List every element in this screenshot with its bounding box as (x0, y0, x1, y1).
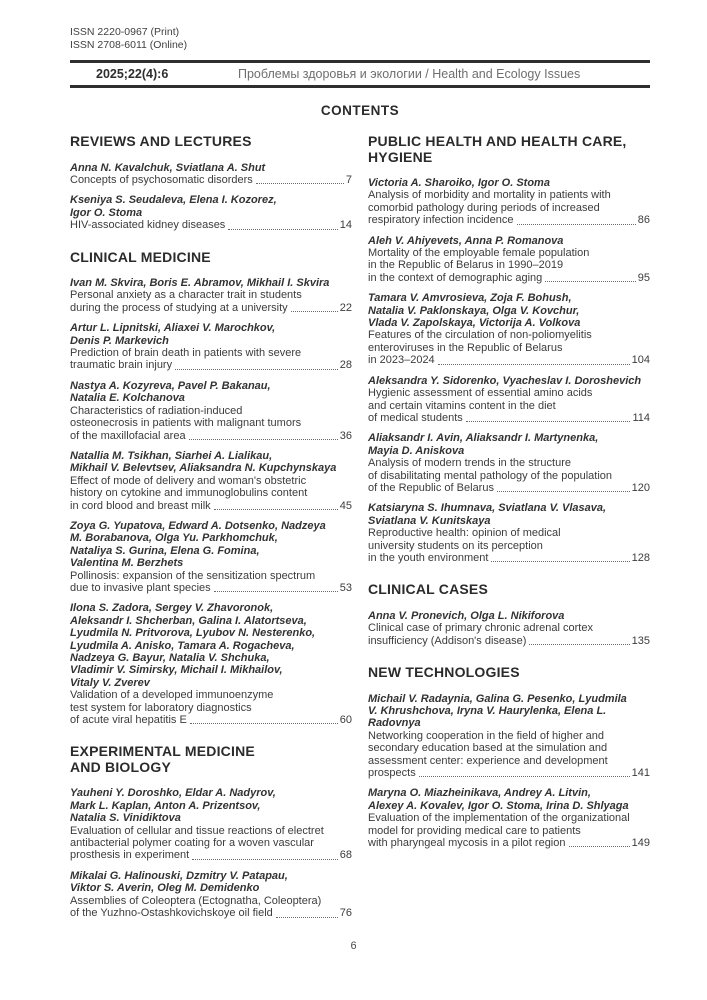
entry-title-text: HIV-associated kidney diseases (70, 219, 226, 232)
entry-title (70, 219, 352, 231)
entry-title (368, 457, 650, 494)
toc-entry (368, 375, 650, 425)
entry-authors: Maryna O. Miazheinikava, Andrey A. Litvin, Alexey A. Kovalev, Igor O. Stoma, Irina D. Shlyaga (368, 787, 629, 812)
entry-page-number: 135 (631, 634, 650, 647)
entry-page-number: 7 (345, 173, 352, 186)
dot-leader (189, 439, 338, 440)
toc-entry (70, 277, 352, 314)
journal-header-band (70, 60, 650, 88)
entry-title-last-line (368, 272, 650, 284)
entry-page-number: 28 (339, 359, 352, 372)
issn-online: ISSN 2708-6011 (Online) (70, 39, 188, 51)
entry-title-last-line (368, 354, 650, 366)
entry-title-text: in the youth environment (368, 551, 489, 564)
entry-title-text: Concepts of psychosomatic disorders (70, 173, 253, 186)
entry-title (368, 730, 650, 780)
entry-title-text: prospects (368, 767, 416, 780)
dot-leader (228, 229, 337, 230)
section-heading: CLINICAL CASES (368, 581, 488, 598)
entry-title-last-line (368, 412, 650, 424)
issue-citation: 2025;22(4):6 (96, 67, 169, 81)
dot-leader (438, 364, 630, 365)
entry-title-line: Personal anxiety as a character trait in students (70, 289, 302, 302)
entry-title-line: Effect of mode of delivery and woman's obstetric (70, 474, 307, 487)
entry-title-last-line (368, 767, 650, 779)
entry-title (70, 570, 352, 595)
entry-title-line: Reproductive health: opinion of medical (368, 527, 561, 540)
dot-leader (545, 281, 635, 282)
dot-leader (497, 491, 630, 492)
entry-authors: Michail V. Radaynia, Galina G. Pesenko, Lyudmila V. Khrushchova, Iryna V. Haurylenka, Elena L. Radovnya (368, 692, 627, 730)
entry-page-number: 86 (637, 214, 650, 227)
entry-authors: Kseniya S. Seudaleva, Elena I. Kozorez, Igor O. Stoma (70, 194, 277, 219)
entry-authors: Artur L. Lipnitski, Aliaxei V. Marochkov, Denis P. Markevich (70, 322, 276, 347)
dot-leader (491, 561, 629, 562)
section-heading: REVIEWS AND LECTURES (70, 133, 252, 149)
entry-title-line: Mortality of the employable female population (368, 247, 590, 260)
entry-title-text: prosthesis in experiment (70, 849, 190, 862)
entry-page-number: 149 (631, 837, 650, 850)
issn-print: ISSN 2220-0967 (Print) (70, 26, 180, 38)
entry-title-text: insufficiency (Addison's disease) (368, 634, 527, 647)
entry-title (70, 689, 352, 726)
toc-entry (368, 235, 650, 285)
toc-entry (70, 450, 352, 512)
toc-entry (368, 693, 650, 780)
entry-authors: Nastya A. Kozyreva, Pavel P. Bakanau, Natalia E. Kolchanova (70, 379, 271, 405)
entry-title-line: secondary education based at the simulation and (368, 742, 608, 755)
toc-entry (368, 502, 650, 564)
entry-title-last-line (70, 907, 352, 919)
entry-title (70, 825, 352, 862)
contents-column-2 (368, 128, 650, 928)
entry-title-last-line (368, 837, 650, 849)
entry-authors: Victoria A. Sharoiko, Igor O. Stoma (368, 177, 550, 189)
entry-authors: Ivan M. Skvira, Boris E. Abramov, Mikhail I. Skvira (70, 277, 330, 290)
entry-title-line: Evaluation of the implementation of the organizational (368, 812, 630, 825)
entry-title-line: enteroviruses in the Republic of Belarus (368, 341, 563, 354)
entry-title-text: of the Republic of Belarus (368, 481, 494, 494)
entry-authors: Katsiaryna S. Ihumnava, Sviatlana V. Vlasava, Sviatlana V. Kunitskaya (368, 502, 607, 527)
dot-leader (192, 859, 338, 860)
dot-leader (214, 509, 338, 510)
toc-entry (70, 520, 352, 594)
entry-title-text: during the process of studying at a university (70, 301, 288, 314)
dot-leader (175, 369, 338, 370)
entry-title-text: in 2023–2024 (368, 354, 435, 367)
entry-authors: Aliaksandr I. Avin, Aliaksandr I. Martynenka, Mayia D. Aniskova (368, 432, 599, 457)
entry-title-text: traumatic brain injury (70, 359, 173, 372)
section-heading: PUBLIC HEALTH AND HEALTH CARE, HYGIENE (368, 133, 627, 165)
entry-title-line: antibacterial polymer coating for a woven vascular (70, 837, 314, 850)
entry-title-line: osteonecrosis in patients with malignant tumors (70, 417, 302, 430)
section-heading: CLINICAL MEDICINE (70, 248, 211, 265)
entry-authors: Zoya G. Yupatova, Edward A. Dotsenko, Nadzeya M. Borabanova, Olga Yu. Parkhomchuk, Nataliya S. Gurina, Elena G. Fomina, Valentina M. Berzhets (70, 519, 326, 570)
entry-title-text: of the maxillofacial area (70, 429, 186, 442)
entry-title-text: of the Yuzhno-Ostashkovichskoye oil field (70, 907, 273, 920)
dot-leader (276, 917, 338, 918)
entry-page-number: 128 (631, 551, 650, 564)
entry-title-line: university students on its perception (368, 539, 543, 552)
contents-column-1 (70, 128, 352, 928)
contents-heading: CONTENTS (320, 103, 400, 118)
page-footer (0, 940, 707, 952)
contents-columns (70, 128, 650, 928)
entry-title-text: respiratory infection incidence (368, 214, 514, 227)
entry-title-line: in the Republic of Belarus in 1990–2019 (368, 259, 564, 272)
entry-title-line: Hygienic assessment of essential amino acids (368, 387, 593, 400)
entry-authors: Natallia M. Tsikhan, Siarhei A. Lialikau, Mikhail V. Belevtsev, Aliaksandra N. Kupchynskaya (70, 449, 337, 475)
toc-entry (368, 432, 650, 494)
entry-page-number: 95 (637, 271, 650, 284)
toc-entry (368, 177, 650, 227)
entry-title-last-line (70, 359, 352, 371)
entry-title (70, 895, 352, 920)
section-heading: EXPERIMENTAL MEDICINE AND BIOLOGY (70, 743, 255, 775)
entry-title-line: and certain vitamins content in the diet (368, 399, 556, 412)
dot-leader (569, 846, 630, 847)
dot-leader (529, 644, 629, 645)
entry-title-text: in the context of demographic aging (368, 271, 543, 284)
entry-title-line: Validation of a developed immunoenzyme (70, 689, 274, 702)
entry-title (368, 329, 650, 366)
toc-entry (70, 602, 352, 726)
entry-title (368, 247, 650, 284)
toc-entry (368, 610, 650, 647)
entry-authors: Aleh V. Ahiyevets, Anna P. Romanova (368, 234, 564, 247)
issn-block (70, 26, 650, 52)
page-number: 6 (350, 940, 357, 952)
entry-title (70, 289, 352, 314)
entry-page-number: 68 (339, 849, 352, 862)
entry-title-last-line (368, 482, 650, 494)
entry-authors: Tamara V. Amvrosieva, Zoja F. Bohush, Natalia V. Paklonskaya, Olga V. Kovchur, Vlada V. Zapolskaya, Victorija A. Volkova (368, 292, 581, 330)
entry-title-line: Features of the circulation of non-poliomyelitis (368, 329, 592, 342)
toc-entry (70, 870, 352, 920)
entry-title-last-line (70, 302, 352, 314)
entry-title-last-line (70, 714, 352, 726)
entry-title-last-line (70, 582, 352, 594)
entry-page-number: 141 (631, 767, 650, 780)
entry-title-line: model for providing medical care to patients (368, 824, 581, 837)
entry-title-last-line (368, 635, 650, 647)
toc-entry (368, 787, 650, 849)
entry-page-number: 14 (339, 219, 352, 232)
toc-entry (70, 380, 352, 442)
entry-authors: Aleksandra Y. Sidorenko, Vyacheslav I. Doroshevich (368, 374, 642, 387)
toc-entry (368, 292, 650, 366)
entry-title (70, 174, 352, 186)
entry-title (368, 387, 650, 424)
entry-page-number: 53 (339, 581, 352, 594)
dot-leader (291, 311, 338, 312)
entry-title-line: comorbid pathology during periods of increased (368, 201, 600, 214)
entry-title-line: assessment center: experience and development (368, 754, 608, 767)
entry-title-last-line (70, 219, 352, 231)
toc-entry (70, 162, 352, 187)
entry-title (368, 622, 650, 647)
entry-authors: Anna N. Kavalchuk, Sviatlana A. Shut (70, 161, 266, 174)
entry-page-number: 120 (631, 481, 650, 494)
entry-page-number: 22 (339, 301, 352, 314)
entry-title-line: history on cytokine and immunoglobulins content (70, 487, 308, 500)
toc-entry (70, 787, 352, 861)
entry-title-line: of disabilitating mental pathology of the population (368, 469, 613, 482)
entry-title-last-line (70, 849, 352, 861)
entry-authors: Mikalai G. Halinouski, Dzmitry V. Patapau, Viktor S. Averin, Oleg M. Demidenko (70, 869, 288, 895)
journal-title: Проблемы здоровья и экологии / Health and Ecology Issues (238, 67, 581, 81)
entry-page-number: 76 (339, 907, 352, 920)
entry-title (70, 475, 352, 512)
entry-title-last-line (70, 500, 352, 512)
entry-title-text: with pharyngeal mycosis in a pilot region (368, 837, 566, 850)
entry-page-number: 104 (631, 354, 650, 367)
dot-leader (517, 224, 636, 225)
entry-title (70, 347, 352, 372)
entry-page-number: 60 (339, 714, 352, 727)
entry-authors: Yauheni Y. Doroshko, Eldar A. Nadyrov, Mark L. Kaplan, Anton A. Prizentsov, Natalia S. Vinidiktova (70, 787, 276, 825)
entry-page-number: 114 (632, 411, 650, 424)
entry-title-line: Analysis of modern trends in the structure (368, 457, 571, 470)
section-heading: NEW TECHNOLOGIES (368, 664, 520, 681)
entry-title-line: Analysis of morbidity and mortality in patients with (368, 189, 611, 202)
entry-title-line: Characteristics of radiation-induced (70, 404, 243, 417)
entry-title-text: of medical students (368, 411, 463, 424)
dot-leader (214, 591, 338, 592)
page-header (70, 26, 650, 88)
entry-title (368, 812, 650, 849)
entry-title (70, 405, 352, 442)
entry-title-last-line (368, 214, 650, 226)
entry-title-line: Clinical case of primary chronic adrenal cortex (368, 622, 593, 635)
dot-leader (466, 421, 631, 422)
entry-page-number: 45 (339, 499, 352, 512)
toc-entry (70, 322, 352, 372)
dot-leader (190, 723, 338, 724)
toc-entry (70, 194, 352, 231)
entry-title-text: of acute viral hepatitis E (70, 714, 187, 727)
entry-authors: Ilona S. Zadora, Sergey V. Zhavoronok, Aleksandr I. Shcherban, Galina I. Alatortseva, Lyudmila N. Pritvorova, Lyubov N. Nesterenko, Lyudmila A. Anisko, Tamara A. Rogacheva, Nadzeya G. Bayur, Natalia V. Shchuka, Vladimir V. Simirsky, Michail I. Mikhailov, Vitaly V. Zverev (70, 602, 316, 689)
dot-leader (256, 183, 344, 184)
entry-title (368, 527, 650, 564)
entry-title-line: Evaluation of cellular and tissue reactions of electret (70, 824, 324, 837)
entry-title-line: Prediction of brain death in patients with severe (70, 347, 302, 360)
entry-title-line: Networking cooperation in the field of higher and (368, 729, 605, 742)
entry-title-line: Assemblies of Coleoptera (Ectognatha, Coleoptera) (70, 894, 322, 907)
dot-leader (419, 776, 630, 777)
entry-title (368, 189, 650, 226)
entry-title-line: test system for laboratory diagnostics (70, 701, 252, 714)
entry-authors: Anna V. Pronevich, Olga L. Nikiforova (368, 609, 565, 622)
entry-page-number: 36 (339, 429, 352, 442)
entry-title-last-line (70, 174, 352, 186)
entry-title-last-line (368, 552, 650, 564)
entry-title-last-line (70, 430, 352, 442)
entry-title-text: due to invasive plant species (70, 581, 211, 594)
entry-title-text: in cord blood and breast milk (70, 499, 211, 512)
entry-title-line: Pollinosis: expansion of the sensitization spectrum (70, 569, 316, 582)
